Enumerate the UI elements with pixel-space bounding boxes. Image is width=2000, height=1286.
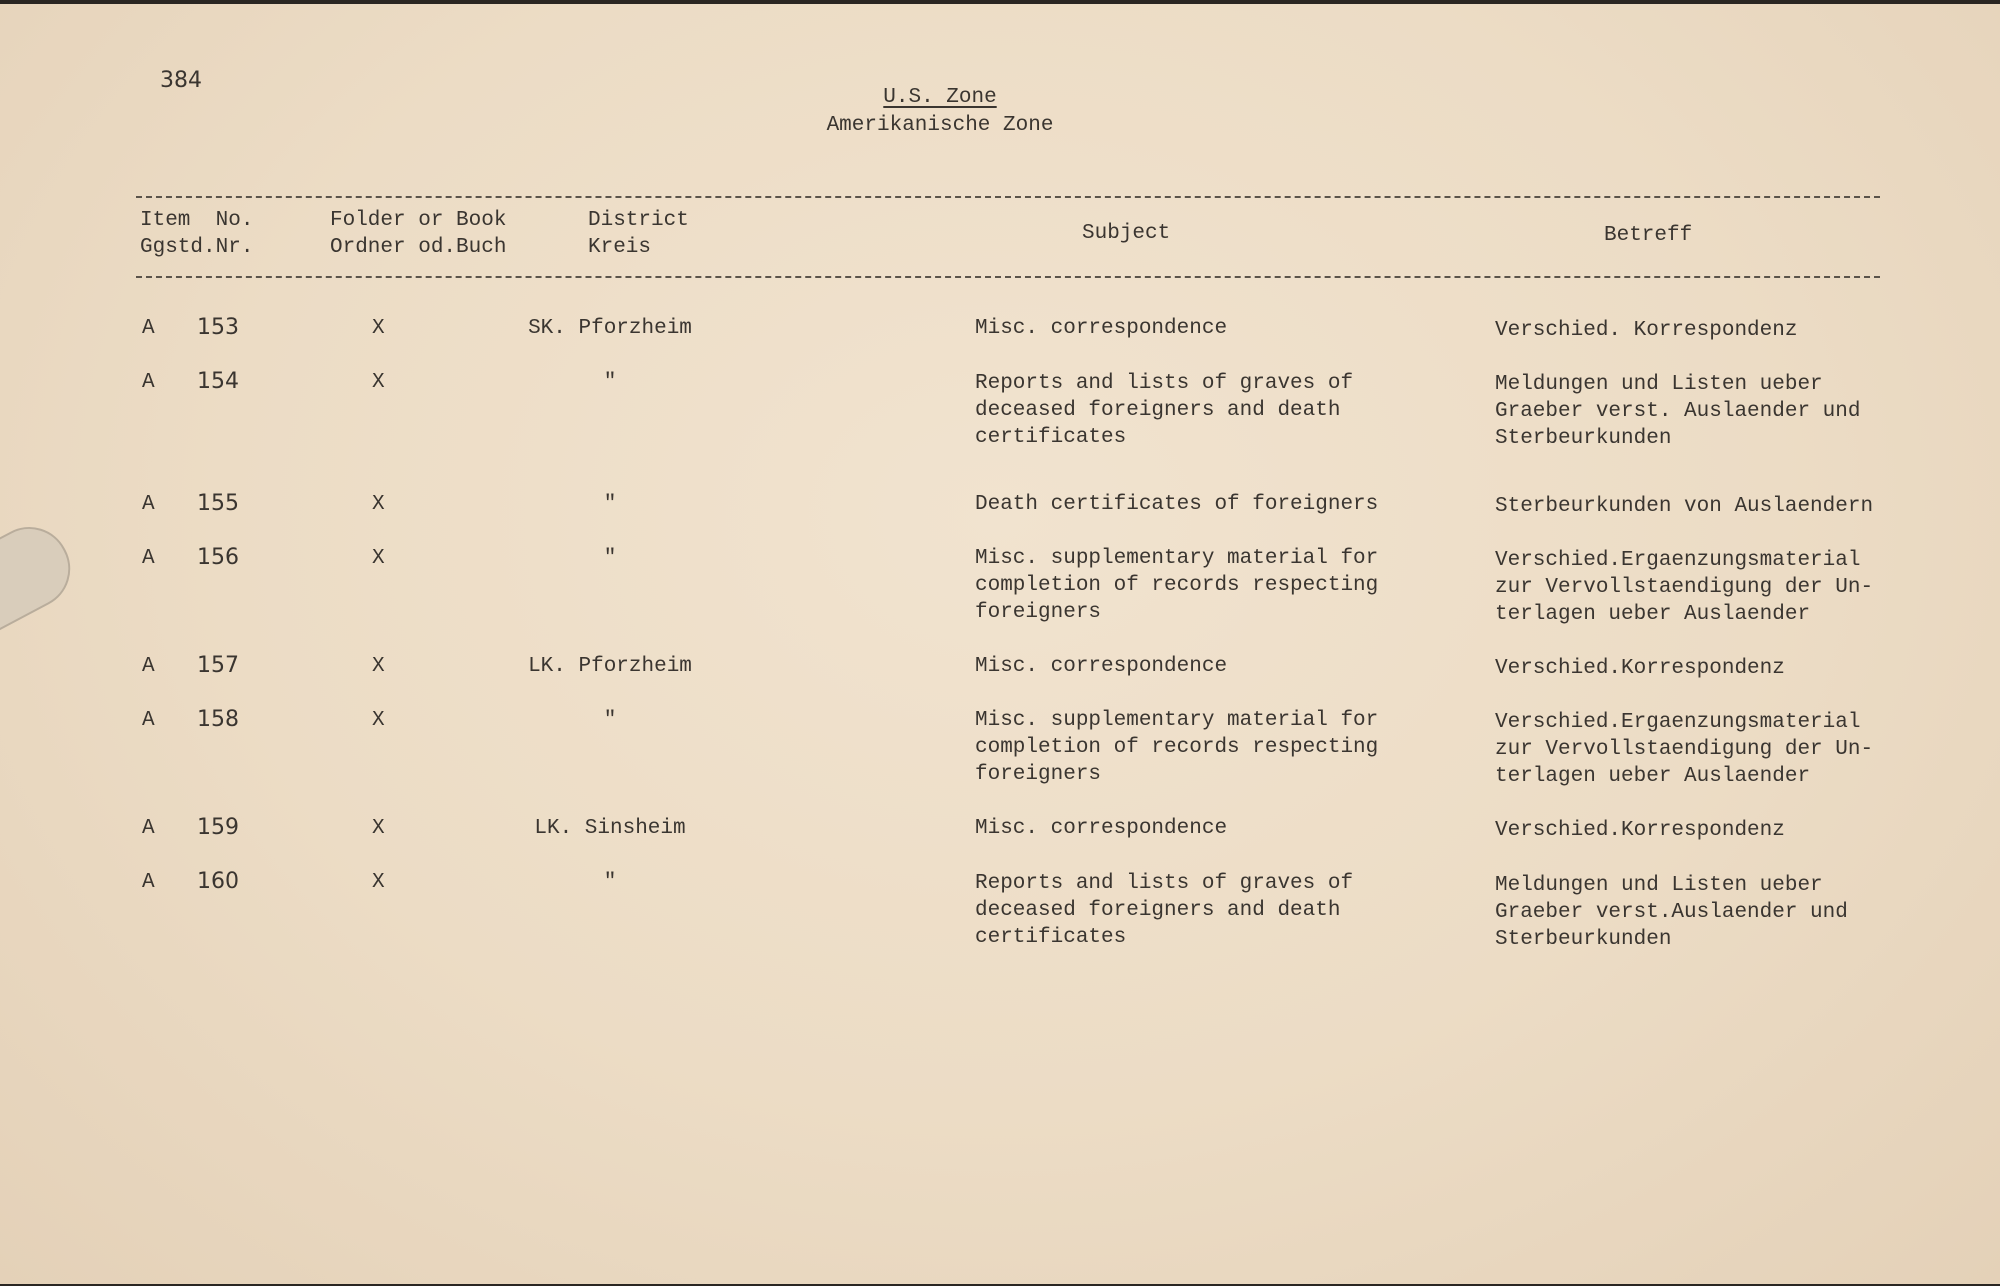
row-betreff: Verschied.Ergaenzungsmaterial zur Vervollstaendigung der Un- terlagen ueber Auslaender <box>1495 711 1874 788</box>
row-subject: Misc. correspondence <box>975 655 1228 678</box>
row-district: LK. Pforzheim <box>528 655 692 678</box>
row-district: " <box>603 547 617 570</box>
header-folder-en: Folder or Book <box>330 209 507 232</box>
row-subject: Reports and lists of graves of deceased foreigners and death certificates <box>975 372 1354 449</box>
row-item-number: 158 <box>197 707 239 732</box>
row-subject: Misc. supplementary material for completion of records respecting foreigners <box>975 547 1379 624</box>
row-item-number: 160 <box>197 869 239 894</box>
row-subject: Reports and lists of graves of deceased foreigners and death certificates <box>975 872 1354 949</box>
header-rule-top <box>136 196 1880 198</box>
row-item-letter: A <box>142 317 155 340</box>
row-subject: Death certificates of foreigners <box>975 493 1379 516</box>
header-rule-bottom <box>136 276 1880 278</box>
header-item-de: Ggstd.Nr. <box>140 236 254 259</box>
row-district: " <box>603 371 617 394</box>
row-item-number: 157 <box>197 653 239 678</box>
row-folder-mark: X <box>372 709 385 732</box>
row-betreff: Meldungen und Listen ueber Graeber verst.Auslaender und Sterbeurkunden <box>1495 874 1848 951</box>
row-item-number: 153 <box>197 315 239 340</box>
row-subject: Misc. correspondence <box>975 817 1228 840</box>
header-district-en: District <box>588 209 689 232</box>
row-item-letter: A <box>142 709 155 732</box>
row-item-letter: A <box>142 871 155 894</box>
row-folder-mark: X <box>372 871 385 894</box>
row-item-number: 159 <box>197 815 239 840</box>
row-item-number: 156 <box>197 545 239 570</box>
document-page <box>0 4 2000 1284</box>
row-betreff: Meldungen und Listen ueber Graeber verst. Auslaender und Sterbeurkunden <box>1495 373 1861 450</box>
row-betreff: Verschied.Korrespondenz <box>1495 657 1785 680</box>
row-item-letter: A <box>142 817 155 840</box>
row-subject: Misc. supplementary material for completion of records respecting foreigners <box>975 709 1379 786</box>
title-english <box>0 86 1880 109</box>
row-item-number: 154 <box>197 369 239 394</box>
row-district: SK. Pforzheim <box>528 317 692 340</box>
row-folder-mark: X <box>372 493 385 516</box>
row-subject: Misc. correspondence <box>975 317 1228 340</box>
page-number: 384 <box>160 68 202 93</box>
row-folder-mark: X <box>372 317 385 340</box>
row-item-letter: A <box>142 493 155 516</box>
row-item-letter: A <box>142 547 155 570</box>
row-folder-mark: X <box>372 655 385 678</box>
header-item-en: Item No. <box>140 209 254 232</box>
header-district-de: Kreis <box>588 236 652 259</box>
row-betreff: Verschied.Ergaenzungsmaterial zur Vervollstaendigung der Un- terlagen ueber Auslaender <box>1495 549 1874 626</box>
row-folder-mark: X <box>372 817 385 840</box>
header-folder-de: Ordner od.Buch <box>330 236 507 259</box>
row-betreff: Verschied. Korrespondenz <box>1495 319 1798 342</box>
row-betreff: Sterbeurkunden von Auslaendern <box>1495 495 1874 518</box>
row-item-number: 155 <box>197 491 239 516</box>
row-item-letter: A <box>142 655 155 678</box>
row-folder-mark: X <box>372 371 385 394</box>
row-district: " <box>603 709 617 732</box>
header-subject: Subject <box>1082 222 1171 245</box>
folder-tab-clip <box>0 513 84 641</box>
row-district: " <box>603 493 617 516</box>
row-folder-mark: X <box>372 547 385 570</box>
row-district: " <box>603 871 617 894</box>
row-item-letter: A <box>142 371 155 394</box>
header-betreff: Betreff <box>1604 224 1693 247</box>
row-district: LK. Sinsheim <box>534 817 686 840</box>
title-english-text: U.S. Zone <box>883 86 997 109</box>
title-german: Amerikanische Zone <box>826 114 1054 137</box>
row-betreff: Verschied.Korrespondenz <box>1495 819 1785 842</box>
